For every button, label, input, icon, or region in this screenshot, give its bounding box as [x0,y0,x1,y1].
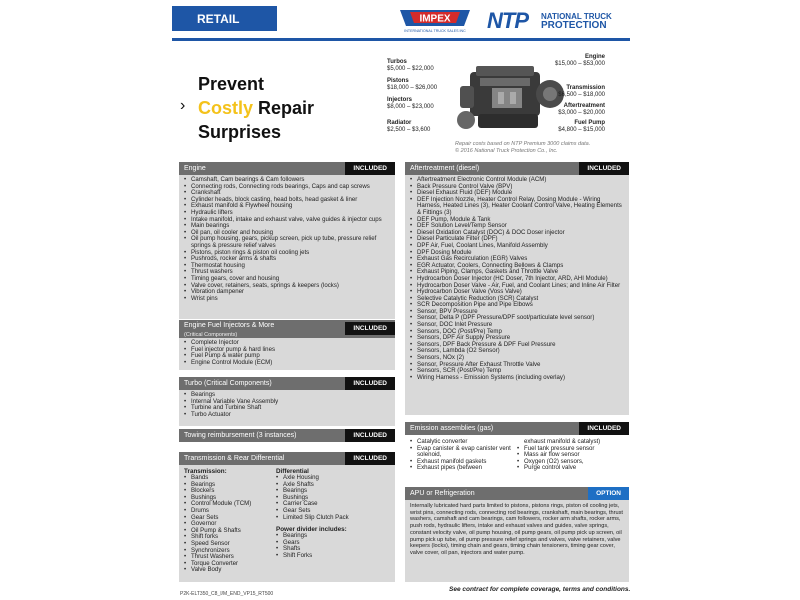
emission-col2-list [517,446,625,472]
aftertreatment-list-item: • Sensors, DPF Back Pressure & DPF Fuel Pressure [410,342,625,349]
aftertreatment-list-item: • SCR Decomposition Pipe and Pipe Elbows [410,302,625,309]
headline [198,72,314,144]
transmission-list-item: • Bearings [184,482,279,489]
transmission-included-badge: INCLUDED [345,452,395,465]
injectors-list-item: • Engine Control Module (ECM) [184,360,391,367]
transmission-column [184,468,279,574]
emission-list-item: • Catalytic converter [410,439,518,446]
cost-injectors-name: Injectors [387,97,413,103]
aftertreatment-panel [405,162,629,415]
turbo-list-item: • Internal Variable Vane Assembly [184,399,391,406]
aftertreatment-list-item: • Diesel Oxidation Catalyst (DOC) & DOC Doser injector [410,230,625,237]
power-divider-list-item: • Shafts [276,546,391,553]
cost-fuel-pump [549,120,605,134]
engine-included-badge: INCLUDED [345,162,395,175]
engine-list-item: • Connecting rods, Connecting rods bearings, Caps and cap screws [184,184,391,191]
turbo-panel-title: Turbo (Critical Components) [184,380,272,387]
impex-logo-text: IMPEX [419,13,451,25]
transmission-list-item: • Speed Sensor [184,541,279,548]
transmission-panel-body [179,465,395,582]
impex-logo-subtext: INTERNATIONAL TRUCK SALES INC [404,29,466,33]
emission-included-badge: INCLUDED [579,422,629,435]
aftertreatment-panel-title: Aftertreatment (diesel) [410,165,480,172]
emission-list-item: • Exhaust manifold gaskets [410,459,518,466]
towing-panel-title: Towing reimbursement (3 instances) [184,432,297,439]
cost-radiator-name: Radiator [387,120,412,126]
power-divider-item-list [276,533,391,559]
turbo-list-item: • Turbine and Turbine Shaft [184,405,391,412]
cost-transmission [549,85,605,99]
differential-list-item: • Axle Shafts [276,482,391,489]
transmission-list-item: • Thrust Washers [184,554,279,561]
emission-col2 [517,439,625,472]
engine-list-item: • Wrist pins [184,296,391,303]
turbo-list-item: • Turbo Actuator [184,412,391,419]
injectors-panel-subtitle: (Critical Components) [184,332,238,338]
claims-note-line2: © 2016 National Truck Protection Co., Inc. [455,148,558,154]
cost-pistons-range: $18,000 – $26,000 [387,85,438,91]
aftertreatment-list-item: • Hydrocarbon Doser Injector (HC Doser, 7th Injector, ARD, AHI Module) [410,276,625,283]
aftertreatment-list-item: • Sensors, Lambda (O2 Sensor) [410,348,625,355]
aftertreatment-list-item: • Sensor, DOC Inlet Pressure [410,322,625,329]
aftertreatment-list-item: • Diesel Particulate Filter (DPF) [410,236,625,243]
engine-list-item: • Timing gears, cover and housing [184,276,391,283]
engine-list-item: • Hydraulic lifters [184,210,391,217]
cost-fuel-pump-range: $4,800 – $15,000 [558,127,605,133]
headline-repair: Repair [253,98,315,118]
transmission-list-item: • Oil Pump & Shafts [184,528,279,535]
differential-item-list [276,475,391,521]
apu-panel-body [405,500,629,582]
transmission-panel-header [179,452,395,465]
transmission-list-item: • Governor [184,521,279,528]
power-divider-title: Power divider includes: [276,526,347,534]
transmission-col-title: Transmission: [184,468,227,475]
aftertreatment-list-item: • Sensors, DOC (Post/Pre) Temp [410,329,625,336]
impex-logo [396,6,474,34]
turbo-list-item: • Bearings [184,392,391,399]
injectors-included-badge: INCLUDED [345,322,395,335]
ntp-mark: NTP [487,8,528,33]
turbo-panel [179,377,395,426]
emission-list-item: • Exhaust pipes (between [410,465,518,472]
transmission-list-item: • Shift forks [184,534,279,541]
cost-transmission-range: $6,500 – $18,000 [558,92,605,98]
aftertreatment-included-badge: INCLUDED [579,162,629,175]
transmission-list-item: • Control Module (TCM) [184,501,279,508]
cost-pistons-name: Pistons [387,78,409,84]
injectors-list-item: • Complete Injector [184,340,391,347]
turbo-panel-header [179,377,395,390]
transmission-list-item: • Bushings [184,495,279,502]
emission-panel [405,422,629,475]
cost-radiator [387,120,430,134]
cost-injectors [387,97,434,111]
power-divider-list-item: • Gears [276,540,391,547]
aftertreatment-item-list [410,177,625,381]
engine-item-list [184,177,391,302]
cost-fuel-pump-name: Fuel Pump [574,120,605,126]
differential-column [276,468,391,560]
engine-list-item: • Thermostat housing [184,263,391,270]
aftertreatment-list-item: • Diesel Exhaust Fluid (DEF) Module [410,190,625,197]
aftertreatment-list-item: • DEF Solution Level/Temp Sensor [410,223,625,230]
injectors-list-item: • Fuel Pump & water pump [184,353,391,360]
transmission-item-list [184,475,279,574]
engine-list-item: • Valve cover, retainers, seats, springs & keepers (locks) [184,283,391,290]
cost-turbos-name: Turbos [387,59,407,65]
emission-list-item: • Purge control valve [517,465,625,472]
aftertreatment-list-item: • Wiring Harness - Emission Systems (including overlay) [410,375,625,382]
aftertreatment-list-item: • Sensors, DPF Air Supply Pressure [410,335,625,342]
cost-transmission-name: Transmission [566,85,605,91]
injectors-panel-header [179,320,395,338]
aftertreatment-panel-header [405,162,629,175]
emission-list-item: • Evap canister & evap canister vent solenoid, [410,446,518,459]
emission-col2-lead: exhaust manifold & catalyst) [524,438,601,445]
aftertreatment-list-item: • DEF Pump, Module & Tank [410,217,625,224]
injectors-panel-title: Engine Fuel Injectors & More [184,322,275,329]
differential-list-item: • Bearings [276,488,391,495]
transmission-list-item: • Torque Converter [184,561,279,568]
headline-line1: Prevent [198,74,265,94]
aftertreatment-panel-body [405,175,629,415]
emission-col1-list [410,439,518,472]
transmission-panel-title: Transmission & Rear Differential [184,455,285,462]
emission-col1 [410,439,518,472]
ntp-logo [487,8,617,34]
injectors-item-list [184,340,391,366]
aftertreatment-list-item: • Hydrocarbon Doser Valve - Air, Fuel, and Coolant Lines; and Inline Air Filter [410,283,625,290]
emission-list-item: • Fuel tank pressure sensor [517,446,625,453]
cost-aftertreatment-name: Aftertreatment [563,103,605,109]
engine-list-item: • Camshaft, Cam bearings & Cam followers [184,177,391,184]
emission-list-item: • Mass air flow sensor [517,452,625,459]
differential-col-title: Differential [276,468,309,475]
header-divider [172,38,630,41]
engine-list-item: • Pushrods, rocker arms & shafts [184,256,391,263]
claims-note [455,141,590,155]
cost-engine-range: $15,000 – $53,000 [554,61,605,67]
aftertreatment-list-item: • DPF Air, Fuel, Coolant Lines, Manifold Assembly [410,243,625,250]
engine-list-item: • Oil pump housing, gears, pickup screen, pick up tube, pressure relief springs & pressure relief valves [184,236,391,249]
engine-list-item: • Vibration dampener [184,289,391,296]
apu-panel-title: APU or Refrigeration [410,490,475,497]
aftertreatment-list-item: • Exhaust Gas Recirculation (EGR) Valves [410,256,625,263]
differential-list-item: • Bushings [276,495,391,502]
retail-banner [172,6,277,31]
apu-description: Internally lubricated hard parts limited to pistons, pistons rings, piston oil cooling jets, wrist pins, connecting rods, connecting rod bearings, crankshaft, main bearings, thrust washers, camshaft and cam bearings, cam followers, rocker arm shafts, rocker arms, push rods, hydraulic lifters, intake and exhaust valves and guides, valve springs, constant velocity valve, oil pump housing, oil pump gears, oil pump pick up screen, oil pump pick up tube, oil pump pressure relief springs and valves, valve retainers, valve keepers (locks), timing chain and gears, timing chain tensioners, timing gear cover, valve cover, oil pan, injectors and water pump. [410,503,623,556]
engine-list-item: • Cylinder heads, block casting, head bolts, head gasket & liner [184,197,391,204]
aftertreatment-list-item: • Sensors, SCR (Post/Pre) Temp [410,368,625,375]
differential-list-item: • Carrier Case [276,501,391,508]
engine-list-item: • Intake manifold, intake and exhaust valve, valve guides & injector cups [184,217,391,224]
aftertreatment-list-item: • Sensor, Delta P (DPF Pressure/DPF soot/particulate level sensor) [410,315,625,322]
ntp-name [541,12,612,30]
towing-panel-header [179,429,395,442]
aftertreatment-list-item: • Aftertreatment Electronic Control Module (ACM) [410,177,625,184]
engine-list-item: • Pistons, piston rings & piston oil cooling jets [184,250,391,257]
aftertreatment-list-item: • DEF Injection Nozzle, Heater Control Relay, Dosing Module - Wiring Harness, Heated Lines (3), Heater Coolant Control Valve, Heating Elements & Fittings (3) [410,197,625,217]
transmission-list-item: • Blockers [184,488,279,495]
towing-included-badge: INCLUDED [345,429,395,442]
injectors-list-item: • Fuel injector pump & hard lines [184,347,391,354]
cost-engine-name: Engine [584,54,605,60]
turbo-included-badge: INCLUDED [345,377,395,390]
engine-panel [179,162,395,319]
emission-panel-body [405,435,629,475]
emission-panel-header [405,422,629,435]
headline-line2 [198,96,314,120]
engine-panel-body [179,175,395,319]
engine-list-item: • Exhaust manifold & Flywheel housing [184,203,391,210]
apu-panel-header [405,487,629,500]
differential-list-item: • Axle Housing [276,475,391,482]
cost-turbos-range: $5,000 – $22,000 [387,66,434,72]
transmission-list-item: • Valve Body [184,567,279,574]
aftertreatment-list-item: • Selective Catalytic Reduction (SCR) Catalyst [410,296,625,303]
aftertreatment-list-item: • Hydrocarbon Doser Valve (Voss Valve) [410,289,625,296]
transmission-panel [179,452,395,582]
footer-note: See contract for complete coverage, terms and conditions. [449,586,631,593]
ntp-name-line1: NATIONAL TRUCK [541,12,612,21]
emission-list-item: • Oxygen (O2) sensors, [517,459,625,466]
cost-radiator-range: $2,500 – $3,600 [387,127,431,133]
cost-aftertreatment-range: $3,000 – $20,000 [558,110,605,116]
differential-list-item: • Gear Sets [276,508,391,515]
aftertreatment-list-item: • Sensor, Pressure After Exhaust Throttle Valve [410,362,625,369]
aftertreatment-list-item: • DPF Dosing Module [410,250,625,257]
differential-list-item: • Limited Slip Clutch Pack [276,515,391,522]
engine-list-item: • Oil pan, oil cooler and housing [184,230,391,237]
injectors-panel [179,320,395,370]
turbo-panel-body [179,390,395,426]
apu-panel [405,487,629,582]
engine-panel-header [179,162,395,175]
engine-list-item: • Thrust washers [184,269,391,276]
transmission-list-item: • Gear Sets [184,515,279,522]
aftertreatment-list-item: • Sensor, BPV Pressure [410,309,625,316]
footer-code: P2K-ELT350_C8_I/M_END_VP15_RT500 [180,591,274,597]
engine-list-item: • Crankshaft [184,190,391,197]
aftertreatment-list-item: • EGR Actuator, Coolers, Connecting Bellows & Clamps [410,263,625,270]
cost-aftertreatment [549,103,605,117]
claims-note-line1: Repair costs based on NTP Premium 3000 claims data. [455,141,591,147]
aftertreatment-list-item: • Back Pressure Control Valve (BPV) [410,184,625,191]
headline-line3: Surprises [198,122,282,142]
aftertreatment-list-item: • Sensors, NOx (2) [410,355,625,362]
power-divider-list-item: • Shift Forks [276,553,391,560]
cost-engine [549,54,605,68]
aftertreatment-list-item: • Exhaust Piping, Clamps, Gaskets and Throttle Valve [410,269,625,276]
transmission-list-item: • Bands [184,475,279,482]
towing-panel [179,429,395,442]
cost-pistons [387,78,437,92]
engine-panel-title: Engine [184,165,206,172]
headline-costly: Costly [198,98,254,118]
injectors-panel-body [179,338,395,370]
transmission-list-item: • Synchronizers [184,548,279,555]
turbo-item-list [184,392,391,418]
emission-panel-title: Emission assemblies (gas) [410,425,494,432]
transmission-list-item: • Drums [184,508,279,515]
apu-option-badge: OPTION [588,487,629,500]
ntp-name-line2: PROTECTION [541,20,607,31]
engine-list-item: • Main bearings [184,223,391,230]
cost-injectors-range: $8,000 – $23,000 [387,104,434,110]
cost-turbos [387,59,434,73]
retail-label: RETAIL [197,12,240,26]
headline-arrow-icon: › [180,97,186,114]
power-divider-list-item: • Bearings [276,533,391,540]
